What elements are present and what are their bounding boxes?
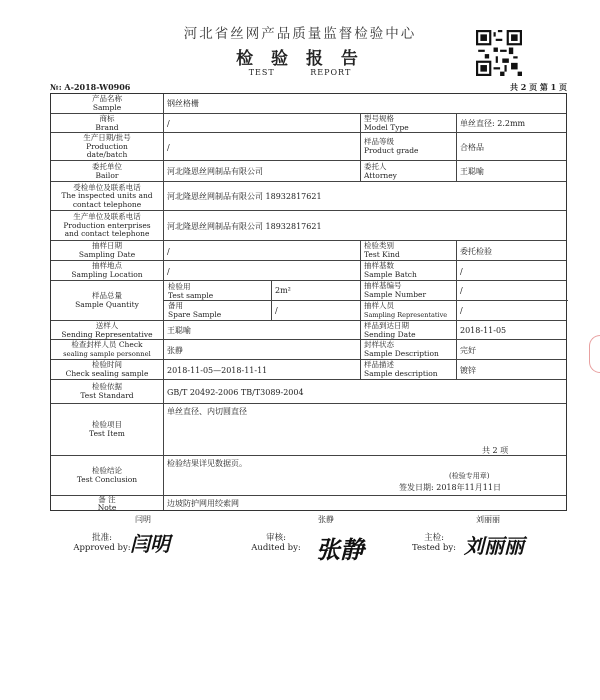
audited-caption [246,531,306,553]
approved-caption-en: Approved by: [73,543,131,553]
tested-caption-en: Tested by: [411,543,457,553]
sample-value: 钢丝格栅 [167,99,199,108]
sending-date-label-cn: 样品到达日期 [364,320,409,330]
sample-number-label [361,281,459,300]
quantity-label-en: Sample Quantity [75,300,139,309]
spare-sample-label-en: Spare Sample [168,309,222,319]
note-label-en: Note [97,502,117,512]
row-conclusion [51,455,566,495]
spare-sample-label-cn: 备用 [168,301,183,310]
test-sample-label-en: Test sample [168,290,214,300]
sampling-rep-label-en: Sampling Representative [364,310,448,319]
seal-person-label-line1 [51,341,163,350]
test-sample-label [164,283,271,300]
sample-desc-label [361,360,459,380]
qr-code-icon [476,30,522,76]
check-time-label-en: Check sealing sample [65,369,149,378]
grade-label [361,133,459,161]
row-test-standard [51,379,566,403]
tester-print-name: 刘丽丽 [476,515,500,524]
standard-label [51,380,163,404]
seal-person-label-en1: Check [118,340,143,350]
audited-caption-cn: 审核: [266,533,286,543]
item-value: 单丝直径、内切圆直径 [167,407,247,416]
sample-label-en: Sample [92,102,122,112]
quantity-label [51,281,163,321]
seal-person-label-en2: sealing sample personnel [63,350,151,358]
sample-desc-value: 镀锌 [460,365,476,375]
producer-label-en2: and contact telephone [64,229,150,239]
standard-label-cn: 检验依据 [92,382,122,392]
sampling-rep-label [361,301,459,320]
seal-stamp-edge [589,335,600,373]
tested-caption [404,531,464,553]
sample-desc-label-en: Sample description [364,369,438,378]
conclusion-value: 检验结果详见数据页。 [167,458,247,468]
sampling-rep-value: / [460,306,463,315]
test-kind-value: 委托检验 [460,246,492,256]
sample-batch-value: / [460,266,463,276]
issue-date: 签发日期: 2018年11月11日 [399,482,501,492]
title-en-test: TEST [248,68,275,77]
bailor-value: 河北隆恩丝网制品有限公司 [167,167,263,176]
sampling-location-label [51,261,163,281]
report-title: 检 验 报 告 [236,49,364,69]
bailor-label-cn: 委托单位 [92,161,122,171]
inspected-label [51,182,163,211]
sample-number-label-cn: 抽样基编号 [364,280,402,290]
spare-sample-label [164,302,271,319]
item-label-cn: 检验项目 [92,420,122,430]
sample-state-value: 完好 [460,345,476,355]
sampling-date-value: / [167,246,170,256]
test-kind-label-en: Test Kind [364,250,400,259]
row-production-date [51,132,566,160]
sample-desc-label-cn: 样品描述 [364,360,394,370]
check-time-label-cn: 检验时间 [92,360,122,370]
brand-label-en: Brand [95,122,119,132]
sample-state-label-en: Sample Description [364,349,439,358]
sending-date-label-en: Sending Date [364,329,416,339]
attorney-label [361,161,459,182]
inspected-label-cn: 受检单位及联系电话 [73,182,141,192]
bailor-label-en: Bailor [95,170,119,180]
sending-rep-value: 王聪喻 [167,326,191,335]
audited-caption-en: Audited by: [251,543,301,553]
brand-label-cn: 商标 [99,113,115,123]
row-test-item [51,403,566,455]
approved-caption-cn: 批准: [92,533,112,543]
sample-state-label [361,340,459,360]
row-inspected-units [51,181,566,210]
grade-label-cn: 样品等级 [364,137,394,147]
attorney-label-cn: 委托人 [364,161,387,171]
sample-number-value: / [460,286,463,295]
row-note [51,495,566,510]
sampling-location-label-en: Sampling Location [71,270,143,279]
quantity-label-cn: 样品总量 [92,291,122,301]
row-producer [51,210,566,240]
producer-label [51,211,163,241]
sampling-date-label-cn: 抽样日期 [92,241,122,251]
producer-value: 河北隆恩丝网制品有限公司 18932817621 [167,221,322,231]
tested-caption-cn: 主检: [424,533,444,543]
brand-label [51,114,163,133]
sending-rep-label-cn: 送样人 [95,320,119,330]
sample-label-cn: 产品名称 [92,93,122,103]
sample-label [51,94,163,113]
conclusion-label-en: Test Conclusion [76,475,138,484]
note-value: 边坡防护网用绞索网 [167,499,239,508]
report-meta [50,82,567,93]
sampling-rep-label-cn: 抽样人员 [364,300,394,310]
page-info: 共 2 页 第 1 页 [509,82,567,92]
row-sampling-location [51,260,566,280]
model-value: 单丝直径: 2.2mm [460,119,526,128]
auditor-signature: 张静 [316,535,364,564]
note-label-cn: 备 注 [98,495,116,504]
attorney-label-en: Attorney [364,170,397,180]
item-label [51,404,163,456]
test-kind-label [361,241,459,261]
conclusion-label [51,456,163,496]
inspected-label-en1: The inspected units and [61,191,153,201]
row-sending [51,320,566,339]
producer-label-en1: Production enterprises [63,220,151,230]
organization-name: 河北省丝网产品质量监督检验中心 [183,26,417,42]
production-date-value: / [167,142,170,152]
sending-date-label [361,321,459,340]
test-sample-value: 2m² [275,286,291,295]
tester-signature: 刘丽丽 [464,534,524,558]
standard-value: GB/T 20492-2006 TB/T3089-2004 [167,387,304,397]
inspected-label-en2: contact telephone [72,199,142,209]
seal-note: (检验专用章) [449,472,490,480]
production-date-label-en1: Production [86,141,128,151]
row-brand [51,113,566,132]
inspected-value: 河北隆恩丝网制品有限公司 18932817621 [167,192,322,201]
bailor-label [51,161,163,182]
approver-print-name: 闫明 [135,515,151,524]
production-date-label-cn: 生产日期/批号 [83,133,131,143]
row-sample [51,94,566,113]
spare-sample-value: / [275,306,278,315]
sample-batch-label-cn: 抽样基数 [364,261,394,271]
item-label-en: Test Item [89,429,125,438]
row-sample-quantity [51,280,566,320]
sample-batch-label [361,261,459,281]
test-kind-label-cn: 检验类别 [364,241,394,251]
conclusion-label-cn: 检验结论 [92,466,122,476]
check-time-value: 2018-11-05—2018-11-11 [167,365,268,375]
grade-label-en: Product grade [364,146,419,155]
sending-rep-label [51,321,163,340]
title-en-report: REPORT [310,68,352,77]
item-count: 共 2 项 [482,445,509,455]
seal-person-label [51,340,163,360]
sampling-date-label-en: Sampling Date [78,250,136,259]
production-date-label [51,133,163,161]
sample-number-label-en: Sample Number [364,289,427,299]
note-label [51,496,163,511]
row-seal-person [51,339,566,359]
seal-person-label-cn: 检查封样人员 [71,340,117,350]
approved-caption [72,531,132,553]
sampling-date-label [51,241,163,261]
grade-value: 合格品 [460,142,484,152]
brand-value: / [167,119,170,128]
report-table [50,93,567,511]
sampling-location-label-cn: 抽样地点 [92,261,122,271]
model-label-en: Model Type [364,122,409,132]
report-number: №: A-2018-W0906 [50,82,131,92]
test-sample-label-cn: 检验用 [168,282,191,291]
sample-batch-label-en: Sample Batch [364,270,417,279]
attorney-value: 王聪喻 [460,167,484,176]
standard-label-en: Test Standard [80,391,134,400]
row-check-time [51,359,566,379]
approver-signature: 闫明 [130,532,170,556]
sampling-location-value: / [167,266,170,276]
producer-label-cn: 生产单位及联系电话 [73,212,141,222]
model-label-cn: 型号规格 [364,113,394,123]
auditor-print-name: 张静 [318,515,334,524]
row-bailor [51,160,566,181]
check-time-label [51,360,163,380]
production-date-label-en2: date/batch [86,150,128,160]
sample-state-label-cn: 封样状态 [364,340,394,350]
model-label [361,114,459,133]
seal-person-value: 张静 [167,345,183,355]
sending-date-value: 2018-11-05 [460,326,507,335]
row-sampling-date [51,240,566,260]
sending-rep-label-en: Sending Representative [61,329,153,339]
